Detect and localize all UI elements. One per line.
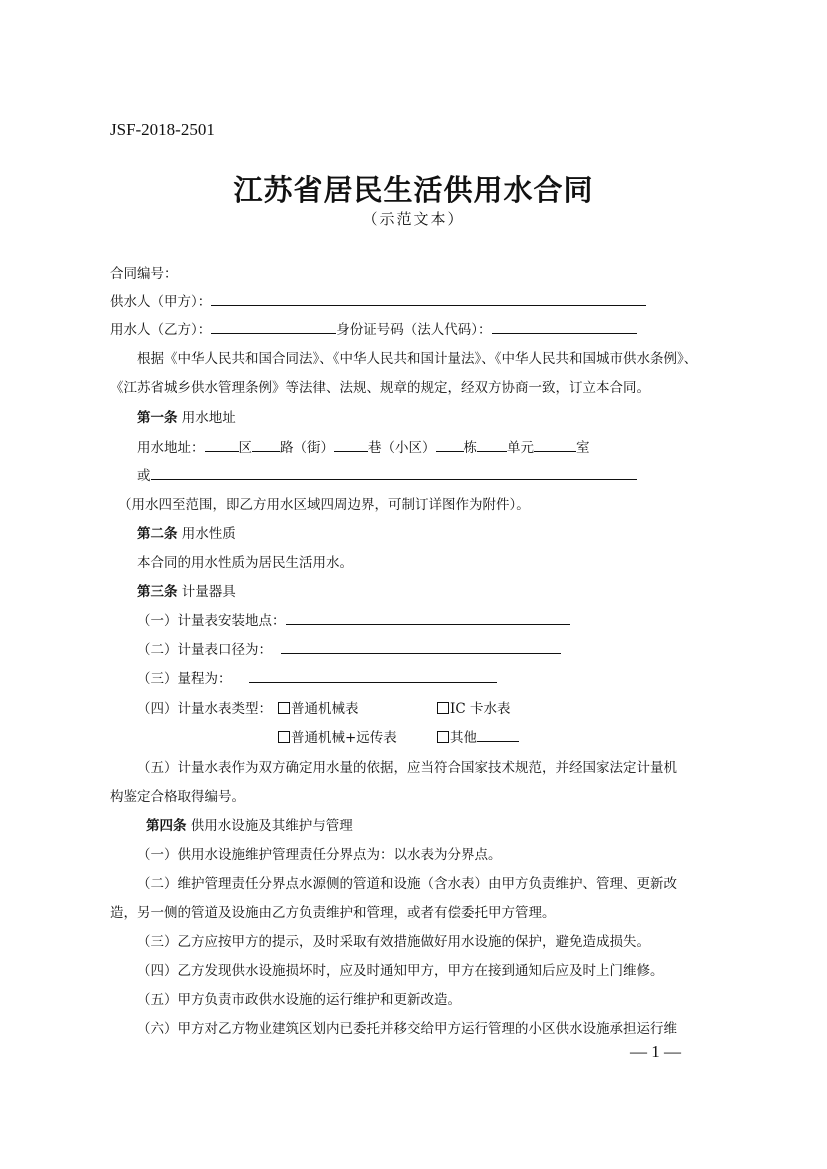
user-row bbox=[110, 318, 637, 338]
checkbox-mechanical[interactable] bbox=[278, 702, 290, 714]
article-4-title: 供用水设施及其维护与管理 bbox=[190, 818, 353, 834]
room-text: 室 bbox=[576, 440, 590, 456]
option-mechanical-label: 普通机械表 bbox=[291, 701, 359, 717]
article-2-text: 本合同的用水性质为居民生活用水。 bbox=[137, 555, 353, 571]
meter-type-row bbox=[137, 697, 272, 717]
supplier-blank bbox=[211, 291, 646, 306]
article-4-item-3: （三）乙方应按甲方的提示，及时采取有效措施做好用水设施的保护，避免造成损失。 bbox=[137, 934, 650, 950]
option-ic[interactable] bbox=[437, 697, 510, 717]
meter-caliber-blank bbox=[281, 639, 561, 654]
room-blank bbox=[534, 437, 576, 452]
contract-number-label: 合同编号： bbox=[110, 266, 178, 282]
option-other-blank bbox=[477, 727, 519, 742]
article-4-item-4: （四）乙方发现供水设施损坏时，应及时通知甲方，甲方在接到通知后应及时上门维修。 bbox=[137, 963, 664, 979]
meter-range-label: （三）量程为： bbox=[137, 671, 232, 687]
meter-range-blank bbox=[249, 668, 497, 683]
checkbox-ic[interactable] bbox=[437, 702, 449, 714]
article-3-number: 第三条 bbox=[137, 584, 178, 600]
article-4-item-5: （五）甲方负责市政供水设施的运行维护和更新改造。 bbox=[137, 992, 461, 1008]
article-1-title: 用水地址 bbox=[181, 410, 236, 426]
address-or-row bbox=[137, 464, 637, 484]
article-3-title: 计量器具 bbox=[181, 584, 236, 600]
meter-caliber-row bbox=[137, 638, 561, 658]
option-other[interactable] bbox=[437, 726, 519, 746]
building-blank bbox=[436, 437, 464, 452]
checkbox-other[interactable] bbox=[437, 731, 449, 743]
building-text: 栋 bbox=[463, 440, 477, 456]
id-label: 身份证号码（法人代码）： bbox=[336, 322, 492, 338]
meter-location-label: （一）计量表安装地点： bbox=[137, 613, 286, 629]
article-4-item-1: （一）供用水设施维护管理责任分界点为：以水表为分界点。 bbox=[137, 847, 502, 863]
article-2-heading bbox=[137, 522, 236, 542]
contract-subtitle: （示范文本） bbox=[362, 210, 465, 228]
user-label: 用水人（乙方）： bbox=[110, 322, 212, 338]
meter-basis-line-2: 构鉴定合格取得编号。 bbox=[110, 789, 245, 805]
document-code: JSF-2018-2501 bbox=[110, 120, 215, 139]
preamble-line-2: 《江苏省城乡供水管理条例》等法律、法规、规章的规定，经双方协商一致，订立本合同。 bbox=[110, 380, 650, 396]
address-note: （用水四至范围，即乙方用水区域四周边界，可制订详图作为附件）。 bbox=[118, 497, 530, 513]
user-blank bbox=[211, 319, 336, 334]
meter-basis-line-1: （五）计量水表作为双方确定用水量的依据，应当符合国家技术规范，并经国家法定计量机 bbox=[137, 760, 677, 776]
article-4-heading bbox=[146, 814, 353, 834]
road-text: 路（街） bbox=[280, 440, 334, 456]
address-or-blank bbox=[151, 465, 637, 480]
checkbox-remote[interactable] bbox=[278, 731, 290, 743]
article-1-number: 第一条 bbox=[137, 410, 178, 426]
option-remote[interactable] bbox=[278, 726, 397, 746]
lane-text: 巷（小区） bbox=[368, 440, 436, 456]
article-4-item-2-line-2: 造，另一侧的管道及设施由乙方负责维护和管理，或者有偿委托甲方管理。 bbox=[110, 905, 556, 921]
article-4-number: 第四条 bbox=[146, 818, 187, 834]
meter-caliber-label: （二）计量表口径为： bbox=[137, 642, 272, 658]
supplier-row bbox=[110, 290, 646, 310]
unit-text: 单元 bbox=[507, 440, 534, 456]
option-remote-label: 普通机械+远传表 bbox=[291, 730, 397, 746]
road-blank bbox=[252, 437, 280, 452]
meter-range-row bbox=[137, 667, 497, 687]
meter-location-blank bbox=[286, 610, 570, 625]
article-3-heading bbox=[137, 580, 236, 600]
district-text: 区 bbox=[238, 440, 252, 456]
address-label: 用水地址： bbox=[137, 440, 205, 456]
option-other-label: 其他 bbox=[450, 730, 477, 746]
article-4-item-6: （六）甲方对乙方物业建筑区划内已委托并移交给甲方运行管理的小区供水设施承担运行维 bbox=[137, 1021, 677, 1037]
unit-blank bbox=[477, 437, 507, 452]
article-2-number: 第二条 bbox=[137, 526, 178, 542]
address-row bbox=[137, 436, 590, 456]
contract-title: 江苏省居民生活供用水合同 bbox=[233, 173, 594, 207]
article-1-heading bbox=[137, 406, 236, 426]
option-mechanical[interactable] bbox=[278, 697, 359, 717]
address-or-text: 或 bbox=[137, 468, 151, 484]
meter-location-row bbox=[137, 609, 570, 629]
article-4-item-2-line-1: （二）维护管理责任分界点水源侧的管道和设施（含水表）由甲方负责维护、管理、更新改 bbox=[137, 876, 677, 892]
article-2-title: 用水性质 bbox=[181, 526, 236, 542]
supplier-label: 供水人（甲方）： bbox=[110, 294, 212, 310]
lane-blank bbox=[334, 437, 368, 452]
page-number: — 1 — bbox=[630, 1042, 681, 1061]
meter-type-label: （四）计量水表类型： bbox=[137, 701, 272, 717]
district-blank bbox=[205, 437, 239, 452]
option-ic-label: IC 卡水表 bbox=[450, 701, 511, 717]
preamble-line-1: 根据《中华人民共和国合同法》、《中华人民共和国计量法》、《中华人民共和国城市供水条例》、 bbox=[137, 351, 698, 367]
id-blank bbox=[492, 319, 637, 334]
